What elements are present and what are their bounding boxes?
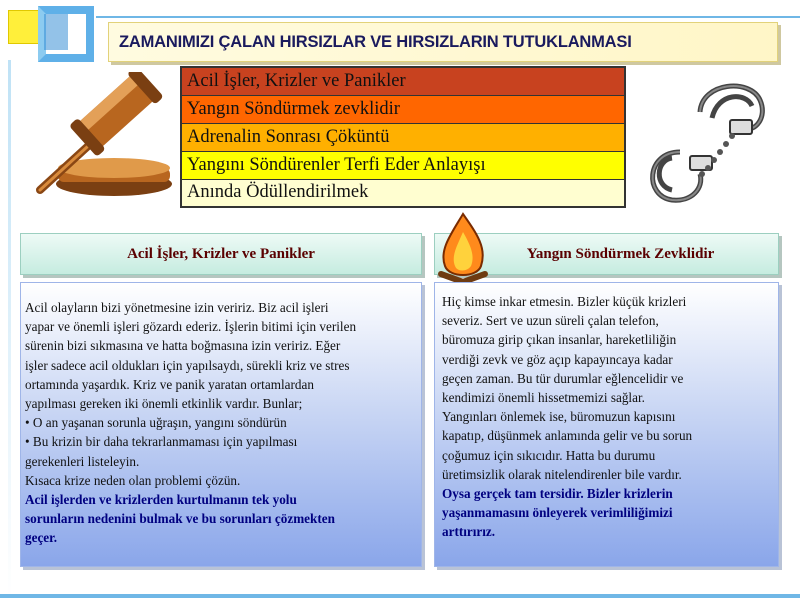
footer-line [0, 594, 800, 598]
emphasis-line: Oysa gerçek tam tersidir. Bizler krizlerin [442, 486, 673, 502]
text-line: üretimsizlik olarak nitelendirenler bile vardır. [442, 466, 682, 482]
text-line: büromuza girip çıkan insanlar, hareketliliğin [442, 332, 677, 348]
text-line: Acil olayların bizi yönetmesine izin veririz. Biz acil işleri [25, 300, 329, 315]
left-box-heading: Acil İşler, Krizler ve Panikler [20, 233, 422, 275]
table-cell: Acil İşler, Krizler ve Panikler [181, 67, 625, 95]
handcuffs-icon [642, 70, 774, 210]
text-line: ortamında yaşardık. Kriz ve panik yaratan ortamlardan [25, 376, 314, 392]
text-line: gerekenleri listeleyin. [25, 453, 140, 469]
emphasis-line: arttırırız. [442, 524, 496, 540]
text-line: çoğumuz için sıkıcıdır. Hatta bu durumu [442, 447, 656, 463]
emphasis-line: sorunların nedenini bulmak ve bu sorunları çözmekten [25, 511, 335, 527]
bullet-item: • Bu krizin bir daha tekrarlanmaması için yapılması [25, 434, 298, 450]
gavel-icon [22, 72, 177, 202]
page-title: ZAMANIMIZI ÇALAN HIRSIZLAR VE HIRSIZLARIN TUTUKLANMASI [119, 32, 632, 51]
text-line: kendimizi önemli hissetmemizi sağlar. [442, 390, 645, 406]
text-line: Hiç kimse inkar etmesin. Bizler küçük krizleri [442, 294, 687, 309]
text-line: Yangınları önlemek ise, büromuzun kapısını [442, 409, 676, 425]
table-cell: Adrenalin Sonrası Çöküntü [181, 123, 625, 151]
emphasis-line: geçer. [25, 530, 58, 546]
emphasis-line: Acil işlerden ve krizlerden kurtulmanın tek yolu [25, 492, 297, 508]
text-line: verdiği zevk ve göz açıp kapayıncaya kadar [442, 351, 673, 367]
table-cell: Yangın Söndürmek zevklidir [181, 95, 625, 123]
left-box-body [20, 282, 422, 567]
text-line: Kısaca krize neden olan problemi çözün. [25, 472, 241, 488]
decorative-square-blue-inner [44, 14, 68, 50]
emphasis-line: yaşanmamasını önleyerek verimliliğimizi [442, 505, 673, 521]
text-line: kapatıp, düşünmek anlamında gelir ve bu sorun [442, 428, 693, 444]
text-line: yapılması gereken iki önemli etkinlik vardır. Bunlar; [25, 396, 303, 412]
bullet-item: • O an yaşanan sorunla uğraşın, yangını söndürün [25, 415, 287, 431]
decorative-square-yellow [8, 10, 42, 44]
title-bar [108, 22, 778, 62]
text-line: sürenin bizi sıkmasına ve hatta boğmasına izin veririz. Eğer [25, 338, 341, 354]
text-line: severiz. Sert ve uzun süreli çalan telefon, [442, 313, 659, 329]
table-row [181, 95, 625, 123]
table-row [181, 123, 625, 151]
decorative-left-line [8, 60, 11, 600]
table-cell: Anında Ödüllendirilmek [181, 179, 625, 207]
table-cell: Yangını Söndürenler Terfi Eder Anlayışı [181, 151, 625, 179]
decorative-top-line [96, 16, 800, 18]
thieves-table [180, 66, 626, 208]
text-line: yapar ve önemli işleri gözardı ederiz. İşlerin bitimi için verilen [25, 319, 357, 335]
text-line: geçen zaman. Bu tür durumlar eğlencelidir ve [442, 370, 684, 386]
text-line: işler sadece acil oldukları için yapılsaydı, sürekli kriz ve stres [25, 357, 350, 373]
table-row [181, 179, 625, 207]
right-box-body [434, 282, 779, 567]
right-box-heading: Yangın Söndürmek Zevklidir [434, 233, 779, 275]
table-row [181, 67, 625, 95]
table-row [181, 151, 625, 179]
